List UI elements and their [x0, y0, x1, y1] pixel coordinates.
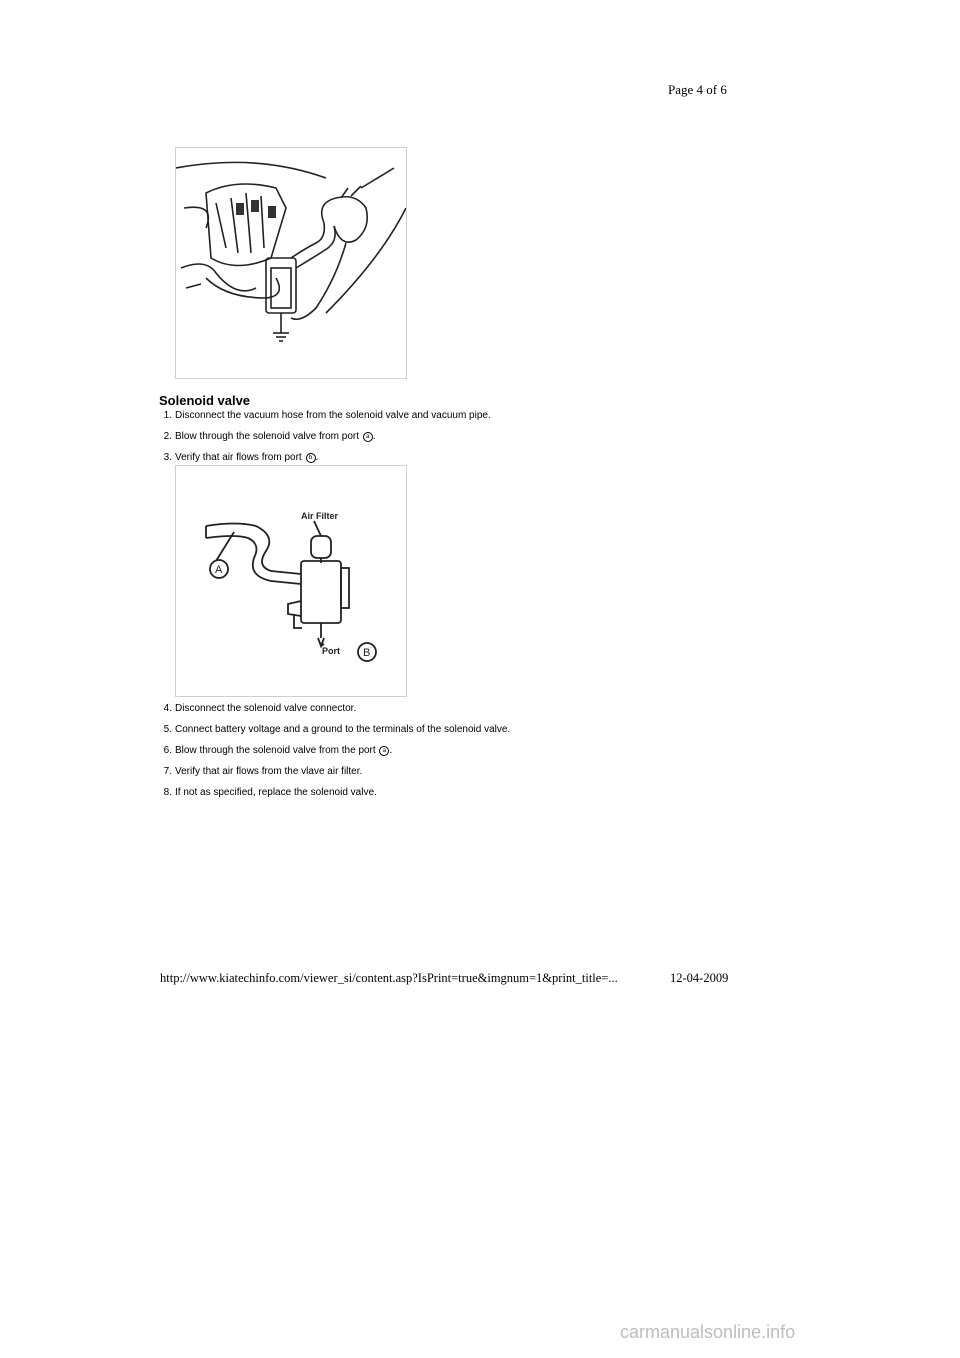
section-title: Solenoid valve	[159, 393, 251, 408]
engine-solenoid-illustration	[175, 147, 407, 379]
air-filter-label: Air Filter	[301, 511, 339, 521]
solenoid-valve-diagram	[175, 465, 407, 697]
port-marker-icon: a	[363, 432, 373, 442]
callout-b-label: B	[363, 647, 371, 659]
page-number: Page 4 of 6	[668, 82, 727, 97]
footer-date: 12-04-2009	[670, 971, 729, 985]
callout-a-label: A	[215, 564, 223, 576]
watermark: carmanualsonline.info	[620, 1322, 796, 1342]
port-label: Port	[322, 646, 340, 656]
port-marker-icon: a	[379, 746, 389, 756]
port-marker-icon: b	[306, 453, 316, 463]
footer-url: http://www.kiatechinfo.com/viewer_si/content.asp?IsPrint=true&imgnum=1&print_title=...	[160, 971, 618, 985]
